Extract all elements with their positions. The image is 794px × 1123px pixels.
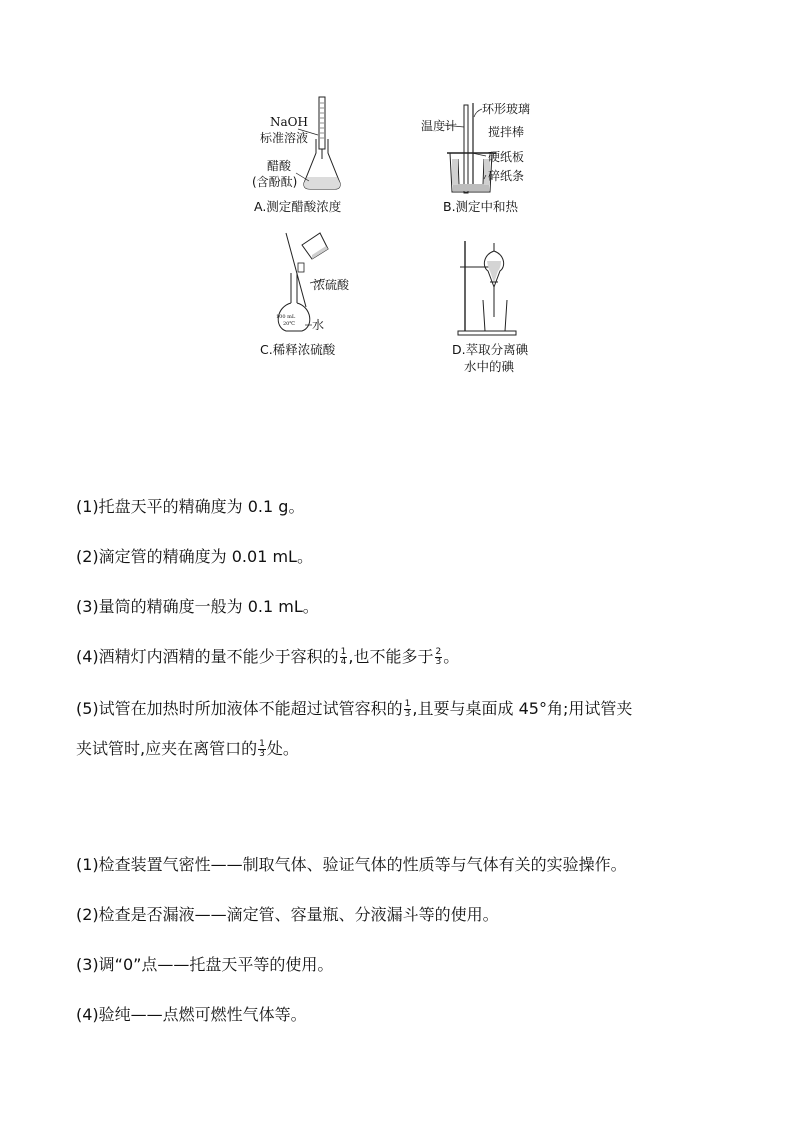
- item5-text-3: 夹试管时,应夹在离管口的: [76, 739, 258, 758]
- cardboard-label: 硬纸板: [488, 150, 525, 164]
- phenolphthalein-label: (含酚酞): [252, 175, 298, 189]
- caption-d-line2: 水中的碘: [464, 359, 515, 374]
- conc-sulfuric-acid-label: 浓硫酸: [313, 278, 350, 292]
- fraction-one-quarter: $\frac{1}{4}$: [340, 647, 347, 667]
- caption-c: C.稀释浓硫酸: [260, 342, 336, 357]
- item4-text-1: (4)酒精灯内酒精的量不能少于容积的: [76, 647, 339, 666]
- precision-item-5-line1: [76, 698, 632, 720]
- fraction-two-thirds: $\frac{2}{3}$: [435, 647, 442, 667]
- fraction-one-third-b: $\frac{1}{3}$: [259, 739, 265, 759]
- water-label: 水: [312, 318, 325, 332]
- stirrer-label: 搅拌棒: [488, 125, 525, 139]
- precision-item-3: (3)量筒的精确度一般为 0.1 mL。: [76, 597, 319, 616]
- precision-item-5-line2: [76, 738, 299, 760]
- item5-text-2: ,且要与桌面成 45°角;用试管夹: [412, 699, 633, 718]
- fraction-one-third-a: $\frac{1}{3}$: [404, 699, 411, 719]
- ring-glass-label: 环形玻璃: [482, 102, 531, 116]
- experiment-figure: [240, 95, 570, 385]
- precision-item-2: (2)滴定管的精确度为 0.01 mL。: [76, 547, 313, 566]
- operation-item-4: (4)验纯——点燃可燃性气体等。: [76, 1005, 307, 1024]
- operation-item-3: (3)调“0”点——托盘天平等的使用。: [76, 955, 334, 974]
- item4-text-3: 。: [443, 647, 460, 666]
- item5-text-1: (5)试管在加热时所加液体不能超过试管容积的: [76, 699, 403, 718]
- operation-item-2: (2)检查是否漏液——滴定管、容量瓶、分液漏斗等的使用。: [76, 905, 499, 924]
- caption-b: B.测定中和热: [443, 199, 519, 214]
- caption-a: A.测定醋酸浓度: [254, 199, 342, 214]
- thermometer-label: 温度计: [421, 119, 458, 133]
- flask-volume-mark: 100 mL: [276, 314, 296, 320]
- caption-d-line1: D.萃取分离碘: [452, 342, 529, 357]
- flask-temp-mark: 20℃: [283, 321, 295, 327]
- precision-item-1: (1)托盘天平的精确度为 0.1 g。: [76, 497, 305, 516]
- item5-text-4: 处。: [266, 739, 299, 758]
- naoh-label: NaOH: [270, 115, 308, 129]
- standard-solution-label: 标准溶液: [260, 131, 309, 145]
- item4-text-2: ,也不能多于: [348, 647, 434, 666]
- shredded-paper-label: 碎纸条: [488, 169, 525, 183]
- acetic-acid-label: 醋酸: [267, 159, 292, 173]
- precision-item-4: [76, 646, 459, 668]
- operation-item-1: (1)检查装置气密性——制取气体、验证气体的性质等与气体有关的实验操作。: [76, 855, 627, 874]
